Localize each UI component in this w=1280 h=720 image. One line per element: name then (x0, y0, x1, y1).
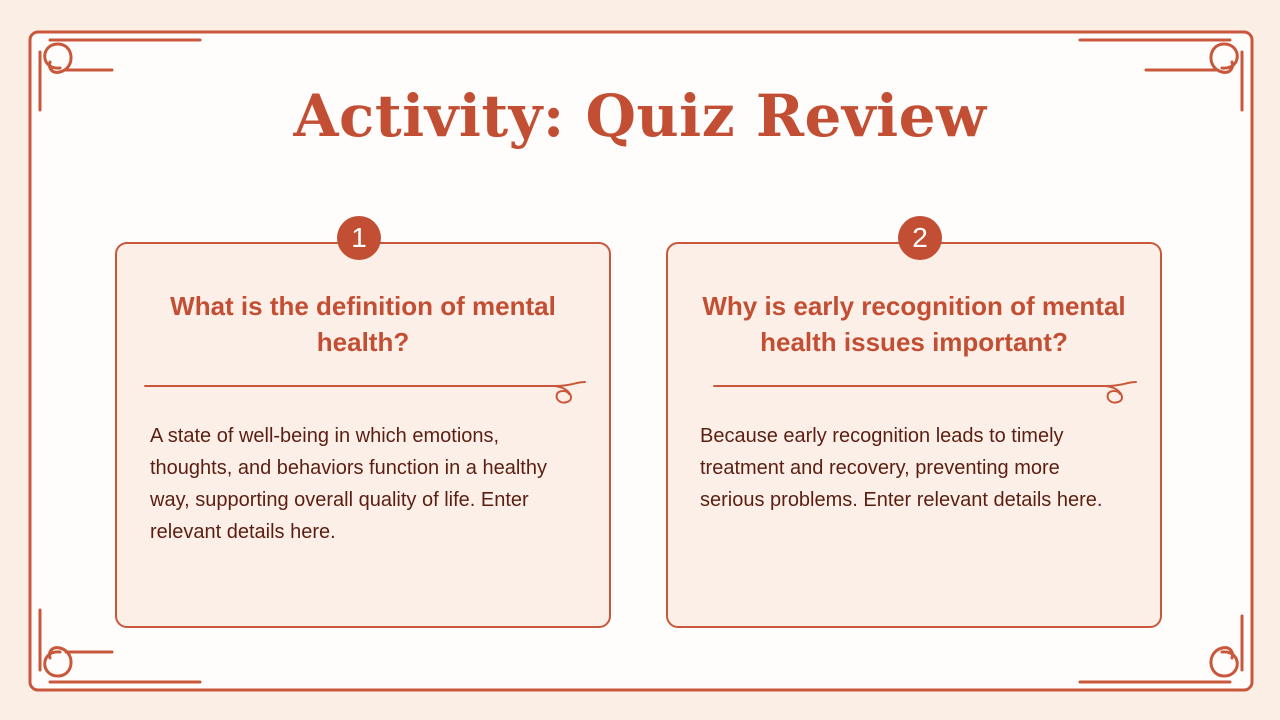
quiz-answer-2: Because early recognition leads to timely treatment and recovery, preventing more serious problems. Enter relevant details here. (700, 425, 1103, 511)
quiz-question-1: What is the definition of mental health? (170, 291, 556, 357)
quiz-question-2: Why is early recognition of mental health issues important? (702, 291, 1126, 357)
divider-flourish-2 (694, 380, 1140, 406)
quiz-answer-1: A state of well-being in which emotions, thoughts, and behaviors function in a healthy way, supporting overall quality of life. Enter relevant details here. (150, 425, 547, 543)
number-badge-1: 1 (337, 216, 381, 260)
number-badge-2: 2 (898, 216, 942, 260)
page-title: Activity: Quiz Review (293, 82, 987, 150)
quiz-card-2 (666, 242, 1162, 628)
divider-flourish-1 (143, 380, 589, 406)
quiz-card-1 (115, 242, 611, 628)
